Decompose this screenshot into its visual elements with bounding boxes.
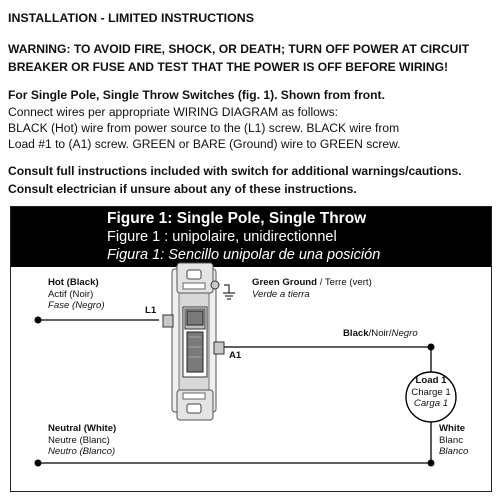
hot-label-en: Hot (Black) — [48, 277, 99, 288]
instruction-line-2: BLACK (Hot) wire from power source to the (L1) screw. BLACK wire from — [8, 121, 400, 135]
white-label-fr: Blanc — [439, 434, 463, 446]
neutral-label-fr: Neutre (Blanc) — [48, 434, 110, 446]
terminal-l1-label: L1 — [145, 305, 157, 316]
warning-line-2: BREAKER OR FUSE AND TEST THAT THE POWER IS OFF BEFORE WIRING! — [8, 60, 449, 74]
white-wire-dot — [428, 460, 435, 467]
black-label-es: Negro — [391, 328, 418, 339]
warning-line-1: WARNING: TO AVOID FIRE, SHOCK, OR DEATH; TURN OFF POWER AT CIRCUIT — [8, 42, 470, 56]
black-label-sep-2: / — [388, 328, 392, 339]
ground-wire — [224, 285, 229, 293]
ground-label-es: Verde a tierra — [252, 288, 310, 300]
black-label-fr: Noir — [371, 328, 389, 339]
neutral-label — [48, 423, 116, 458]
white-label-en: White — [439, 423, 466, 434]
black-wire-label — [343, 328, 418, 340]
neutral-label-en: Neutral (White) — [48, 423, 117, 434]
hot-label — [48, 277, 105, 312]
instruction-line-1: Connect wires per appropriate WIRING DIAGRAM as follows: — [8, 105, 338, 119]
hot-terminal-dot — [35, 317, 42, 324]
consult-line-1: Consult full instructions included with switch for additional warnings/cautions. — [8, 164, 462, 178]
black-load-wire — [221, 347, 431, 373]
neutral-terminal-dot — [35, 460, 42, 467]
ground-label — [252, 277, 372, 300]
neutral-label-es: Neutro (Blanco) — [48, 446, 116, 457]
ground-label-en: Green Ground — [252, 277, 318, 288]
black-wire-dot — [428, 344, 435, 351]
load-label — [406, 375, 456, 410]
figure-title-en: Figure 1: Single Pole, Single Throw — [107, 210, 367, 227]
figure-title-fr: Figure 1 : unipolaire, unidirectionnel — [107, 229, 337, 245]
ground-label-top — [252, 277, 372, 289]
black-label-en: Black — [343, 328, 369, 339]
ground-label-sep: / — [317, 277, 325, 288]
white-label-es: Blanco — [439, 446, 469, 457]
black-label-sep-1: / — [368, 328, 372, 339]
figure-title-es: Figura 1: Sencillo unipolar de una posición — [107, 247, 381, 263]
page-title: INSTALLATION - LIMITED INSTRUCTIONS — [8, 11, 254, 25]
single-pole-heading: For Single Pole, Single Throw Switches (fig. 1). Shown from front. — [8, 88, 385, 102]
single-pole-instructions — [8, 104, 401, 152]
consult-notice — [8, 163, 462, 198]
load-label-fr: Charge 1 — [411, 386, 451, 398]
instruction-line-3: Load #1 to (A1) screw. GREEN or BARE (Ground) wire to GREEN screw. — [8, 137, 401, 151]
load-label-en: Load 1 — [415, 375, 447, 386]
wiring-diagram-figure — [10, 206, 492, 492]
white-wire-label — [439, 423, 468, 458]
hot-label-es: Fase (Negro) — [48, 300, 105, 311]
hot-label-fr: Actif (Noir) — [48, 288, 94, 300]
load-label-es: Carga 1 — [413, 398, 449, 409]
terminal-a1-label: A1 — [229, 350, 242, 361]
switch-device — [163, 263, 224, 420]
consult-line-2: Consult electrician if unsure about any of these instructions. — [8, 181, 357, 196]
ground-label-fr: Terre (vert) — [324, 277, 372, 288]
warning-text — [8, 40, 469, 76]
